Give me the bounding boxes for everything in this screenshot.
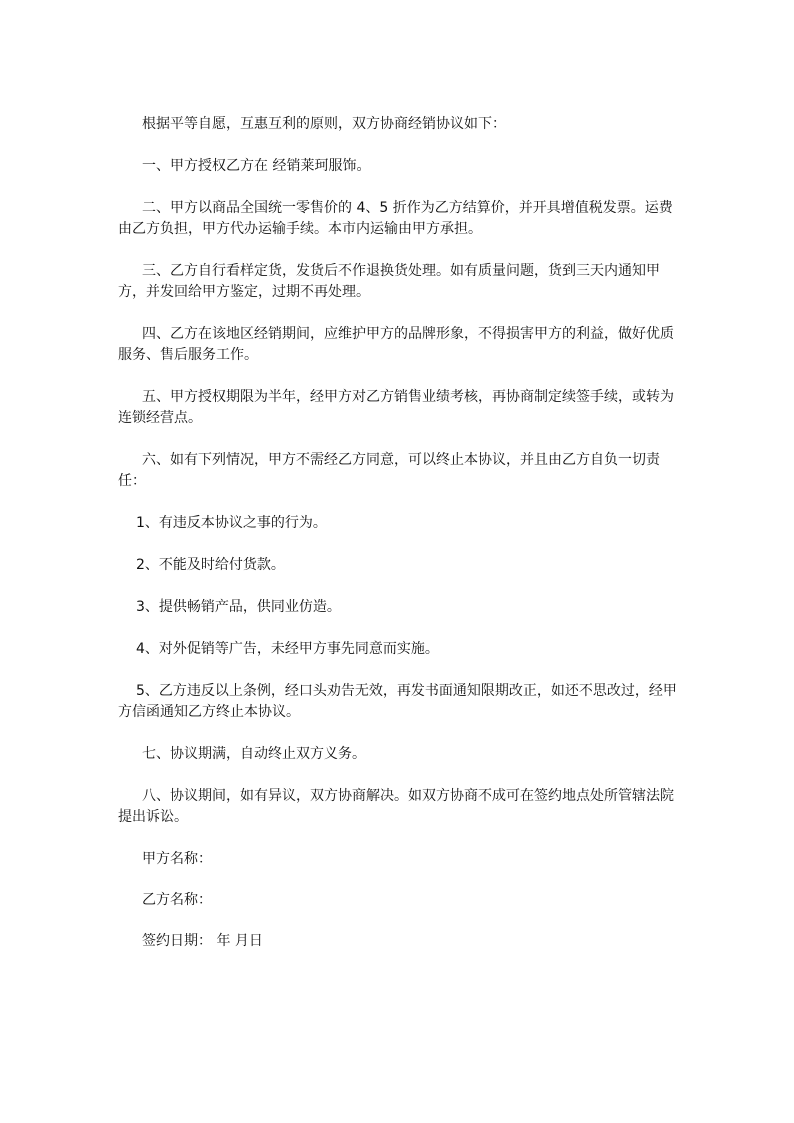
clause-6: 六、如有下列情况，甲方不需经乙方同意，可以终止本协议，并且由乙方自负一切责任： (118, 452, 660, 489)
agreement-intro: 根据平等自愿，互惠互利的原则，双方协商经销协议如下： (142, 116, 506, 132)
party-b-name-label: 乙方名称： (142, 892, 212, 908)
party-a-name-label: 甲方名称： (142, 851, 212, 867)
clause-8: 八、协议期间，如有异议，双方协商解决。如双方协商不成可在签约地点处所管辖法院提出诉讼。 (118, 788, 674, 825)
clause-1: 一、甲方授权乙方在 经销莱珂服饰。 (142, 158, 371, 174)
clause-7: 七、协议期满，自动终止双方义务。 (142, 746, 366, 762)
clause-4: 四、乙方在该地区经销期间，应维护甲方的品牌形象，不得损害甲方的利益，做好优质服务、售后服务工作。 (118, 326, 674, 363)
clause-6-item-4: 4、对外促销等广告，未经甲方事先同意而实施。 (136, 641, 439, 657)
clause-6-item-1: 1、有违反本协议之事的行为。 (136, 515, 327, 531)
signing-date-label: 签约日期： 年 月日 (142, 933, 263, 949)
clause-6-item-2: 2、不能及时给付货款。 (136, 557, 285, 573)
clause-6-item-3: 3、提供畅销产品，供同业仿造。 (136, 599, 341, 615)
clause-3: 三、乙方自行看样定货，发货后不作退换货处理。如有质量问题，货到三天内通知甲方，并发回给甲方鉴定，过期不再处理。 (118, 263, 660, 300)
clause-2: 二、甲方以商品全国统一零售价的 4、5 折作为乙方结算价，并开具增值税发票。运费由乙方负担，甲方代办运输手续。本市内运输由甲方承担。 (118, 200, 673, 237)
clause-5: 五、甲方授权期限为半年，经甲方对乙方销售业绩考核，再协商制定续签手续，或转为连锁经营点。 (118, 389, 674, 426)
clause-6-item-5: 5、乙方违反以上条例，经口头劝告无效，再发书面通知限期改正，如还不思改过，经甲方信函通知乙方终止本协议。 (118, 683, 677, 720)
agreement-body (118, 114, 678, 972)
